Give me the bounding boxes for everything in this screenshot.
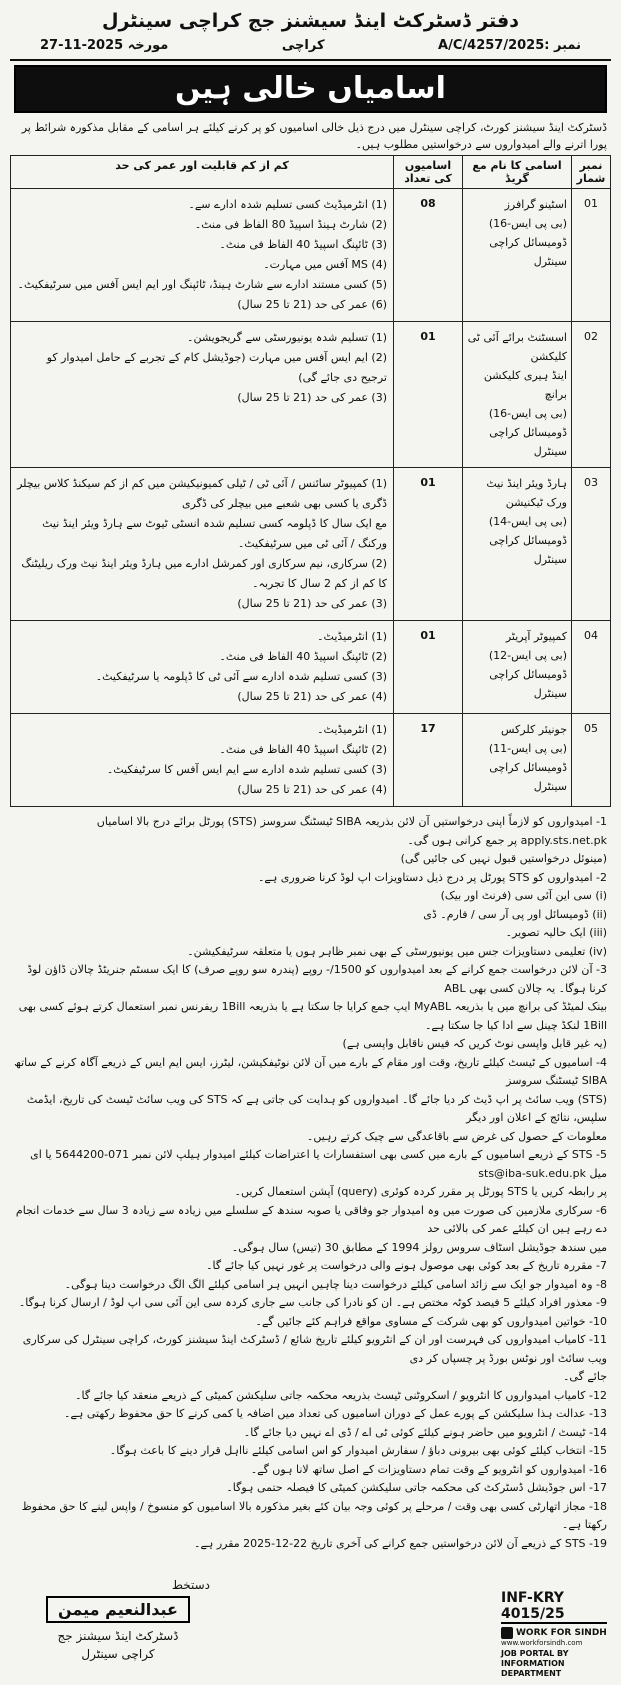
condition-item: 17- اس جوڈیشل ڈسٹرکٹ کی محکمہ جاتی سلیکشن کمیٹی کا فیصلہ حتمی ہوگا۔ bbox=[226, 1481, 607, 1494]
date-block bbox=[40, 38, 168, 53]
condition-item: میں سندھ جوڈیشل اسٹاف سروس رولز 1994 کے مطابق 30 (تیس) سال ہوگی۔ bbox=[231, 1240, 607, 1254]
reference-line bbox=[40, 38, 581, 53]
intro-text: ڈسٹرکٹ اینڈ سیشنز کورٹ، کراچی سینٹرل میں درج ذیل خالی اسامیوں کو پر کرنے کیلئے ہر اسامی کے مقابل مذکورہ شرائط پر پورا اترنے والے امیدواروں سے درخواستیں مطلوب ہیں۔ bbox=[21, 121, 607, 151]
post-line: (بی پی ایس-16) bbox=[488, 217, 567, 230]
table-row bbox=[11, 189, 611, 322]
ref-number: A/C/4257/2025: bbox=[438, 38, 550, 53]
requirement-line: (2) شارٹ ہینڈ اسپیڈ 80 الفاظ فی منٹ۔ bbox=[194, 218, 387, 231]
requirement-line: (2) ایم ایس آفس میں مہارت (جوڈیشل کام کے تجربے کے حامل امیدوار کو ترجیح دی جائے گی) bbox=[46, 351, 387, 384]
signature-title: ڈسٹرکٹ اینڈ سیشنز جج bbox=[57, 1629, 179, 1643]
row-post bbox=[463, 322, 572, 468]
row-requirements bbox=[11, 322, 394, 468]
row-count: 17 bbox=[394, 714, 463, 807]
signature-location: کراچی سینٹرل bbox=[81, 1647, 155, 1661]
post-line: (بی پی ایس-12) bbox=[488, 649, 567, 662]
condition-item: 1- امیدواروں کو لازماً اپنی درخواستیں آن لائن بذریعہ SIBA ٹیسٹنگ سروسز (STS) پورٹل برائے درج بالا اسامیاں apply.sts.net.pk پر جمع کرانی ہوں گی۔ bbox=[96, 815, 607, 847]
work-for-sindh-logo bbox=[501, 1627, 607, 1639]
row-post bbox=[463, 189, 572, 322]
requirement-line: (3) عمر کی حد (21 تا 25 سال) bbox=[237, 597, 387, 610]
condition-item: (یہ غیر قابل واپسی نوٹ کریں کہ فیس ناقابل واپسی ہے) bbox=[342, 1037, 607, 1050]
condition-item: (ii) ڈومیسائل اور پی آر سی / فارم۔ ڈی bbox=[423, 907, 607, 921]
header-post: اسامی کا نام مع گریڈ bbox=[463, 156, 572, 189]
post-line: ڈومیسائل کراچی سینٹرل bbox=[489, 236, 567, 268]
signature-block bbox=[18, 1578, 218, 1661]
condition-item: معلومات کے حصول کی غرض سے باقاعدگی سے چیک کرتے رہیں۔ bbox=[306, 1129, 607, 1143]
requirement-line: (4) عمر کی حد (21 تا 25 سال) bbox=[237, 783, 387, 796]
condition-item: 11- کامیاب امیدواروں کی فہرست اور ان کے انٹرویو کیلئے تاریخ شائع / ڈسٹرکٹ اینڈ سیشنز کورٹ، کراچی سینٹرل کی سرکاری ویب سائٹ اور نوٹس بورڈ پر چسپاں کر دی bbox=[22, 1333, 607, 1365]
portal-line-1: JOB PORTAL BY bbox=[501, 1649, 569, 1658]
date-value: 27-11-2025 bbox=[40, 38, 124, 53]
post-line: ڈومیسائل کراچی سینٹرل bbox=[489, 761, 567, 793]
requirement-line: (2) سرکاری، نیم سرکاری اور کمرشل ادارے میں ہارڈ ویئر اینڈ نیٹ ورک ریلیٹنگ کا کم از کم 2 سال کا تجربہ۔ bbox=[21, 557, 387, 590]
condition-item: (مینوئل درخواستیں قبول نہیں کی جائیں گی) bbox=[400, 852, 607, 865]
post-line: (بی پی ایس-14) bbox=[488, 515, 567, 528]
condition-item: 3- آن لائن درخواست جمع کرانے کے بعد امیدواروں کو 1500/- روپے (پندرہ سو روپے صرف) کا ایک سسٹم جنریٹڈ چالان ڈاؤن لوڈ کرنا ہوگا۔ یہ چالان کسی بھی ABL bbox=[27, 963, 607, 995]
condition-item: پر رابطہ کریں یا STS پورٹل پر مقرر کردہ کوئری (query) آپشن استعمال کریں۔ bbox=[234, 1185, 607, 1198]
logo-website: www.workforsindh.com bbox=[501, 1639, 583, 1647]
row-post bbox=[463, 714, 572, 807]
table-row bbox=[11, 621, 611, 714]
header-count: اسامیوں کی تعداد bbox=[394, 156, 463, 189]
requirement-line: (1) انٹرمیڈیٹ۔ bbox=[317, 723, 387, 736]
reference-block bbox=[438, 38, 581, 53]
condition-item: 6- سرکاری ملازمین کی صورت میں وہ امیدوار جو وفاقی یا صوبہ سندھ کے سلسلے میں زیادہ سے زیادہ 3 سال سے خدمات انجام دے رہے ہیں ان کیلئے عمر کی بالائی حد bbox=[15, 1203, 607, 1235]
footer bbox=[10, 1529, 611, 1679]
ref-label: نمبر bbox=[554, 38, 581, 53]
requirement-line: (1) تسلیم شدہ یونیورسٹی سے گریجویشن۔ bbox=[187, 331, 387, 344]
post-line: ہارڈ ویئر اینڈ نیٹ ورک ٹیکنیشن bbox=[486, 477, 567, 509]
table-row bbox=[11, 468, 611, 621]
vacancies-banner: اسامیاں خالی ہیں bbox=[14, 65, 607, 113]
requirement-line: (2) ٹائپنگ اسپیڈ 40 الفاظ فی منٹ۔ bbox=[219, 650, 387, 663]
signature-name-stamp: عبدالنعیم میمن bbox=[46, 1596, 190, 1623]
row-serial: 03 bbox=[572, 468, 611, 621]
conditions-list bbox=[10, 813, 611, 1553]
post-line: ڈومیسائل کراچی سینٹرل bbox=[489, 534, 567, 566]
table-header-row bbox=[11, 156, 611, 189]
condition-item: جائے گی۔ bbox=[562, 1370, 607, 1383]
row-count: 01 bbox=[394, 322, 463, 468]
row-serial: 04 bbox=[572, 621, 611, 714]
row-count: 08 bbox=[394, 189, 463, 322]
post-line: جونیئر کلرکس bbox=[501, 723, 567, 736]
condition-item: 10- خواتین امیدواروں کو بھی شرکت کے مساوی مواقع فراہم کئے جائیں گے۔ bbox=[255, 1314, 607, 1328]
condition-item: 15- انتخاب کیلئے کوئی بھی بیرونی دباؤ / سفارش امیدوار کو اس اسامی کیلئے نااہل قرار دینے کا باعث ہوگا۔ bbox=[109, 1444, 607, 1457]
condition-item: 13- عدالت ہذا سلیکشن کے پورے عمل کے دوران اسامیوں کی تعداد میں اضافہ یا کمی کرنے کا حق محفوظ رکھتی ہے۔ bbox=[64, 1407, 607, 1420]
post-line: اسسٹنٹ برائے آئی ٹی کلیکشن bbox=[467, 331, 567, 363]
requirement-line: (3) عمر کی حد (21 تا 25 سال) bbox=[237, 391, 387, 404]
requirement-line: (6) عمر کی حد (21 تا 25 سال) bbox=[237, 298, 387, 311]
vacancy-table bbox=[10, 155, 611, 807]
post-line: اینڈ ہیری کلیکشن برانچ bbox=[483, 369, 567, 401]
condition-item: 9- معذور افراد کیلئے 5 فیصد کوٹہ مختص ہے۔ ان کو نادرا کی جانب سے جاری کردہ سی این آئی سی اپ لوڈ / ارسال کرنا ہوگا۔ bbox=[18, 1296, 607, 1309]
header-requirements: کم از کم قابلیت اور عمر کی حد bbox=[11, 156, 394, 189]
row-serial: 05 bbox=[572, 714, 611, 807]
post-line: (بی پی ایس-11) bbox=[488, 742, 567, 755]
hand-icon bbox=[501, 1627, 513, 1639]
requirement-line: (1) انٹرمیڈیٹ۔ bbox=[317, 630, 387, 643]
requirement-line: (4) عمر کی حد (21 تا 25 سال) bbox=[237, 690, 387, 703]
inf-code: INF-KRY 4015/25 bbox=[501, 1590, 607, 1624]
row-post bbox=[463, 621, 572, 714]
condition-item: (iv) تعلیمی دستاویزات جس میں یونیورسٹی کے بھی نمبر ظاہر ہوں یا متعلقہ سرٹیفکیشن۔ bbox=[187, 944, 607, 958]
requirement-line: (3) کسی تسلیم شدہ ادارے سے ایم ایس آفس کا سرٹیفکیٹ۔ bbox=[106, 763, 387, 776]
table-body bbox=[11, 189, 611, 807]
condition-item: بینک لمیٹڈ کی برانچ میں یا بذریعہ MyABL ایپ جمع کرایا جا سکتا ہے یا بذریعہ 1Bill ریفرنس نمبر استعمال کرتے ہوئے کسی بھی 1Bill لنکڈ چینل سے ادا کیا جا سکتا ہے۔ bbox=[18, 1000, 607, 1032]
row-serial: 02 bbox=[572, 322, 611, 468]
condition-item: 8- وہ امیدوار جو ایک سے زائد اسامی کیلئے درخواست دینا چاہیں انہیں ہر اسامی کیلئے الگ الگ درخواست دینا ہوگی۔ bbox=[64, 1277, 607, 1291]
post-line: ڈومیسائل کراچی سینٹرل bbox=[489, 668, 567, 700]
table-row bbox=[11, 714, 611, 807]
date-label: مورخہ bbox=[127, 38, 169, 53]
condition-item: 19- STS کے ذریعے آن لائن درخواستیں جمع کرانے کی آخری تاریخ 22-12-2025 مقرر ہے۔ bbox=[194, 1536, 607, 1550]
condition-item: 4- اسامیوں کے ٹیسٹ کیلئے تاریخ، وقت اور مقام کے بارے میں آن لائن نوٹیفکیشن، لیٹرز، ایس ایم ایس کے ذریعے آگاہ کرنے کے ساتھ SIBA ٹیسٹنگ سروسز bbox=[14, 1055, 607, 1087]
requirement-line: (1) انٹرمیڈیٹ کسی تسلیم شدہ ادارے سے۔ bbox=[188, 198, 387, 211]
logo-text: WORK FOR SINDH bbox=[516, 1628, 607, 1638]
portal-line-2: INFORMATION DEPARTMENT bbox=[501, 1659, 565, 1678]
post-line: اسٹینو گرافرز bbox=[504, 198, 567, 211]
requirement-line: (5) کسی مستند ادارے سے شارٹ ہینڈ، ٹائپنگ اور ایم ایس آفس میں سرٹیفکیٹ۔ bbox=[17, 278, 387, 291]
condition-item: 14- ٹیسٹ / انٹرویو میں حاضر ہونے کیلئے کوئی ٹی اے / ڈی اے نہیں دیا جائے گا۔ bbox=[243, 1425, 607, 1439]
row-post bbox=[463, 468, 572, 621]
header-sno: نمبر شمار bbox=[572, 156, 611, 189]
condition-item: 18- مجاز اتھارٹی کسی بھی وقت / مرحلے پر کوئی وجہ بیان کئے بغیر مذکورہ بالا اسامیوں کو منسوخ / واپس لینے کا حق محفوظ رکھتا ہے۔ bbox=[21, 1499, 607, 1531]
row-requirements bbox=[11, 714, 394, 807]
row-count: 01 bbox=[394, 621, 463, 714]
post-line: ڈومیسائل کراچی سینٹرل bbox=[489, 426, 567, 458]
header-rule bbox=[10, 59, 611, 61]
condition-item: 5- STS کے ذریعے اسامیوں کے بارے میں کسی بھی استفسارات یا اعتراضات کیلئے امیدوار ہیلپ لائن نمبر 071-5644200 یا ای میل sts@iba-suk.edu.pk bbox=[30, 1148, 607, 1180]
post-line: کمپیوٹر آپریٹر bbox=[505, 630, 567, 643]
post-line: (بی پی ایس-16) bbox=[488, 407, 567, 420]
inf-block bbox=[501, 1590, 607, 1679]
city: کراچی bbox=[281, 38, 325, 53]
row-requirements bbox=[11, 189, 394, 322]
row-requirements bbox=[11, 468, 394, 621]
condition-item: 7- مقررہ تاریخ کے بعد کوئی بھی موصول ہونے والی درخواست پر غور نہیں کیا جائے گا۔ bbox=[206, 1259, 607, 1272]
requirement-line: مع ایک سال کا ڈپلومہ کسی تسلیم شدہ انسٹی ٹیوٹ سے ہارڈ ویئر اینڈ نیٹ ورکنگ / آئی ٹی میں سرٹیفکیٹ۔ bbox=[42, 517, 387, 550]
row-requirements bbox=[11, 621, 394, 714]
requirement-line: (3) ٹائپنگ اسپیڈ 40 الفاظ فی منٹ۔ bbox=[219, 238, 387, 251]
condition-item: 16- امیدواروں کو انٹرویو کے وقت تمام دستاویزات کے اصل ساتھ لانا ہوں گے۔ bbox=[250, 1462, 607, 1476]
signature-label: دستخط bbox=[171, 1578, 210, 1592]
requirement-line: (1) کمپیوٹر سائنس / آئی ٹی / ٹیلی کمیونیکیشن میں کم از کم سیکنڈ کلاس بیچلر ڈگری یا کسی بھی شعبے میں بیچلر کی ڈگری bbox=[17, 477, 387, 510]
requirement-line: (4) MS آفس میں مہارت۔ bbox=[263, 258, 387, 271]
condition-item: (STS) ویب سائٹ پر اپ ڈیٹ کر دیا جائے گا۔ امیدواروں کو ہدایت کی جاتی ہے کہ STS کی ویب سائٹ ٹیسٹ کی تاریخ، ایڈمٹ سلپس، نتائج کے اعلان اور دیگر bbox=[26, 1092, 607, 1124]
condition-item: (iii) ایک حالیہ تصویر۔ bbox=[505, 926, 607, 939]
row-count: 01 bbox=[394, 468, 463, 621]
condition-item: 12- کامیاب امیدواروں کا انٹرویو / اسکروٹنی ٹیسٹ بذریعہ محکمہ جاتی سلیکشن کمیٹی کے ذریعے منعقد کیا جائے گا۔ bbox=[75, 1388, 607, 1402]
requirement-line: (2) ٹائپنگ اسپیڈ 40 الفاظ فی منٹ۔ bbox=[219, 743, 387, 756]
row-serial: 01 bbox=[572, 189, 611, 322]
table-row bbox=[11, 322, 611, 468]
condition-item: 2- امیدواروں کو STS پورٹل پر درج ذیل دستاویزات اپ لوڈ کرنا ضروری ہے۔ bbox=[257, 870, 607, 884]
condition-item: (i) سی این آئی سی (فرنٹ اور بیک) bbox=[440, 889, 607, 902]
requirement-line: (3) کسی تسلیم شدہ ادارے سے آئی ٹی کا ڈپلومہ یا سرٹیفکیٹ۔ bbox=[95, 670, 387, 683]
office-title: دفتر ڈسٹرکٹ اینڈ سیشنز جج کراچی سینٹرل bbox=[101, 10, 519, 32]
